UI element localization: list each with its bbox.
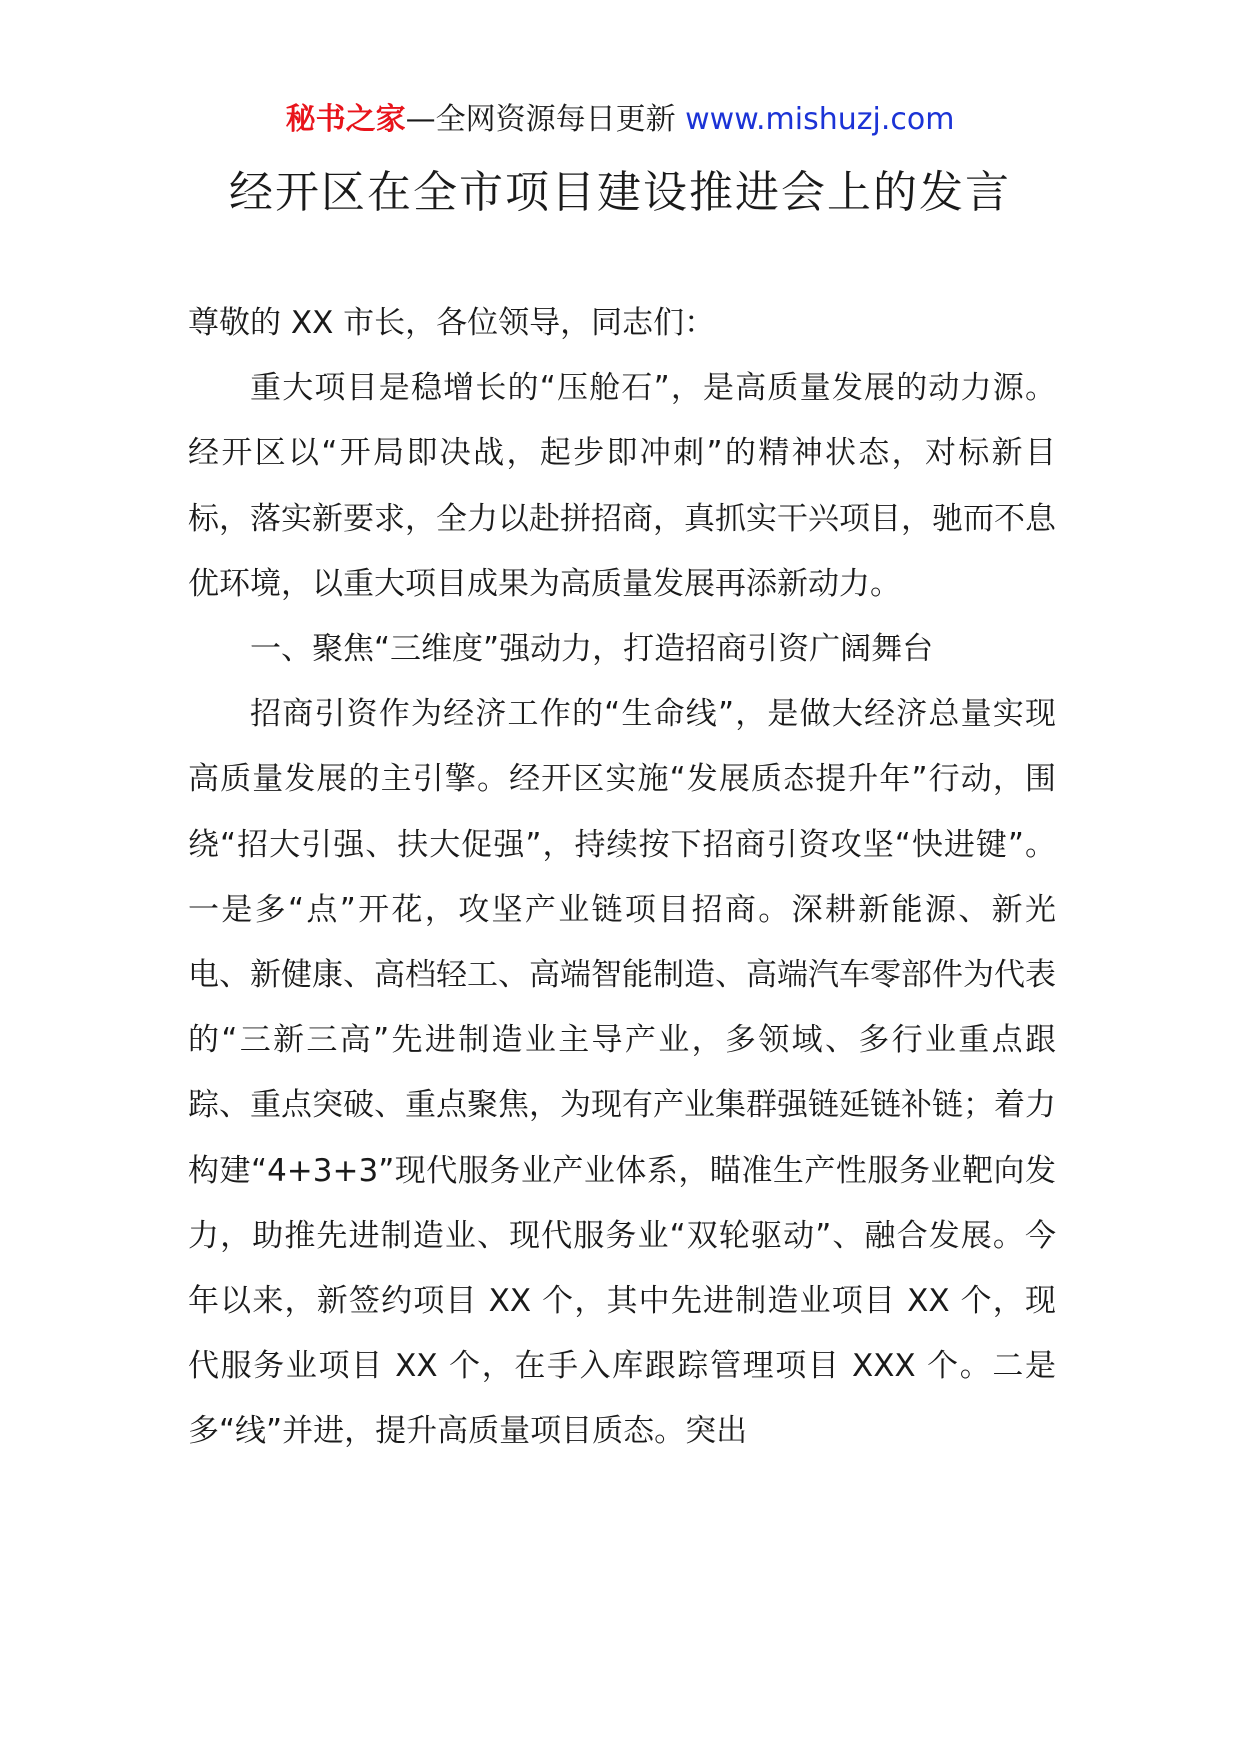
salutation: 尊敬的 XX 市长，各位领导，同志们： (188, 305, 716, 341)
body-paragraph: 招商引资作为经济工作的“生命线”，是做大经济总量实现高质量发展的主引擎。经开区实施“发展质态提升年”行动，围绕“招大引强、扶大促强”，持续按下招商引资攻坚“快进键”。一是多“点”开花，攻坚产业链项目招商。深耕新能源、新光电、新健康、高档轻工、高端智能制造、高端汽车零部件为代表的“三新三高”先进制造业主导产业，多领域、多行业重点跟踪、重点突破、重点聚焦，为现有产业集群强链延链补链；着力构建“4+3+3”现代服务业产业体系，瞄准生产性服务业靶向发力，助推先进制造业、现代服务业“双轮驱动”、融合发展。今年以来，新签约项目 XX 个，其中先进制造业项目 XX 个，现代服务业项目 XX 个，在手入库跟踪管理项目 XXX 个。二是多“线”并进，提升高质量项目质态。突出 (188, 696, 1056, 1450)
banner-tagline: —全网资源每日更新 (405, 102, 686, 137)
document-title: 经开区在全市项目建设推进会上的发言 (229, 167, 1011, 218)
section-heading: 一、聚焦“三维度”强动力，打造招商引资广阔舞台 (250, 631, 934, 668)
site-name: 秘书之家 (285, 102, 406, 137)
site-url-link[interactable]: www.mishuzj.com (685, 102, 955, 137)
header-banner (0, 100, 1240, 140)
body-paragraph: 重大项目是稳增长的“压舱石”，是高质量发展的动力源。经开区以“开局即决战，起步即冲刺”的精神状态，对标新目标，落实新要求，全力以赴拼招商，真抓实干兴项目，驰而不息优环境，以重大项目成果为高质量发展再添新动力。 (188, 370, 1056, 602)
document-body (188, 291, 1056, 1465)
